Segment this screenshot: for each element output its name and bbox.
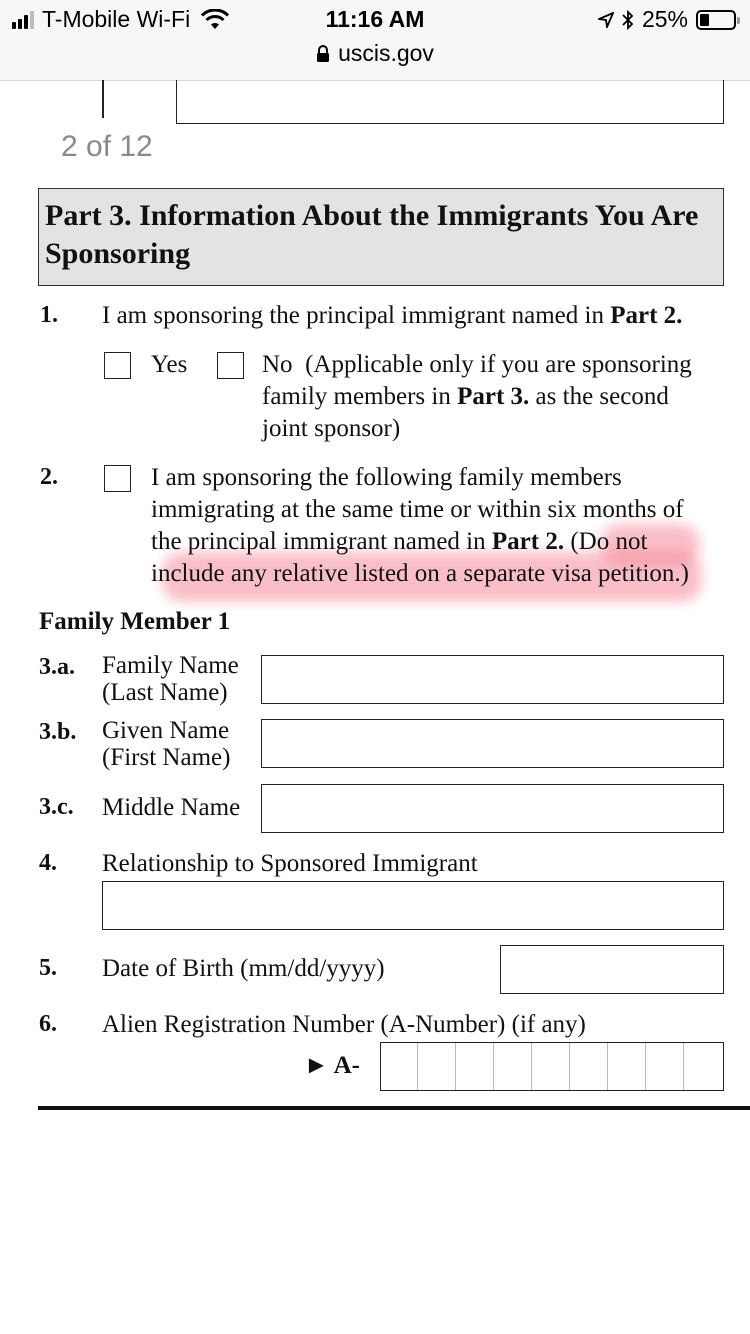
field-6-label: Alien Registration Number (A-Number) (if any) xyxy=(102,1011,586,1038)
q1-no-label xyxy=(262,349,732,445)
q1-no-checkbox[interactable] xyxy=(217,352,244,379)
q2-line-2: immigrating at the same time or within six months of xyxy=(151,496,684,523)
field-5-label: Date of Birth (mm/dd/yyyy) xyxy=(102,955,385,982)
family-name-input[interactable] xyxy=(261,655,724,704)
q1-no-word: No xyxy=(262,351,293,378)
prev-field-divider xyxy=(102,80,104,118)
location-arrow-icon xyxy=(598,12,614,28)
a-number-input[interactable] xyxy=(380,1042,724,1091)
q1-number: 1. xyxy=(40,302,58,328)
q2-checkbox[interactable] xyxy=(104,465,131,492)
q2-line-4: include any relative listed on a separate visa petition.) xyxy=(151,560,690,587)
field-3b-label-2: (First Name) xyxy=(102,744,231,771)
field-4-number: 4. xyxy=(39,850,57,876)
given-name-input[interactable] xyxy=(261,719,724,768)
middle-name-input[interactable] xyxy=(261,784,724,833)
status-right xyxy=(598,6,736,33)
battery-percent: 25% xyxy=(641,6,688,32)
prev-field-box[interactable] xyxy=(176,80,724,124)
q2-text xyxy=(151,462,741,590)
field-3c-label: Middle Name xyxy=(102,794,241,821)
q1-no-note-2: family members in xyxy=(262,383,458,410)
field-3a-number: 3.a. xyxy=(39,654,75,680)
lock-icon xyxy=(316,45,330,63)
field-3a-label-1: Family Name xyxy=(102,652,239,679)
field-3a-label xyxy=(102,652,239,706)
field-4-label: Relationship to Sponsored Immigrant xyxy=(102,850,478,877)
field-3b-label xyxy=(102,717,230,771)
q1-no-note-bold: Part 3. xyxy=(457,383,530,410)
q1-no-note-3: as the second xyxy=(529,383,669,410)
q1-text-bold: Part 2. xyxy=(610,302,683,329)
field-3c-number: 3.c. xyxy=(39,794,74,820)
q1-yes-checkbox[interactable] xyxy=(104,352,131,379)
a-number-prefix: ► A- xyxy=(304,1052,360,1079)
family-member-heading: Family Member 1 xyxy=(39,608,231,635)
q1-no-note-1: (Applicable only if you are sponsoring xyxy=(305,351,692,378)
address-bar[interactable] xyxy=(0,40,750,67)
field-6-number: 6. xyxy=(39,1011,57,1037)
field-5-number: 5. xyxy=(39,955,57,981)
page-counter: 2 of 12 xyxy=(61,130,153,163)
field-3a-label-2: (Last Name) xyxy=(102,679,228,706)
q2-line-3-bold: Part 2. xyxy=(491,528,565,555)
url-text: uscis.gov xyxy=(338,40,434,66)
battery-icon xyxy=(696,10,736,30)
q2-line-1: I am sponsoring the following family members xyxy=(151,464,622,491)
carrier-label: T-Mobile Wi-Fi xyxy=(42,6,191,32)
section-divider xyxy=(38,1106,750,1110)
bluetooth-icon xyxy=(622,10,634,30)
q1-no-note-4: joint sponsor) xyxy=(262,415,401,442)
q2-line-3b: (Do not xyxy=(564,528,648,555)
field-3b-number: 3.b. xyxy=(39,719,77,745)
q1-text-main: I am sponsoring the principal immigrant named in xyxy=(102,302,611,329)
q2-number: 2. xyxy=(40,464,58,490)
q1-yes-label: Yes xyxy=(151,351,188,378)
relationship-input[interactable] xyxy=(102,881,724,930)
field-3b-label-1: Given Name xyxy=(102,717,230,744)
q2-line-3a: the principal immigrant named in xyxy=(151,528,492,555)
q1-text xyxy=(102,300,742,332)
date-of-birth-input[interactable] xyxy=(500,945,724,994)
part-3-header: Part 3. Information About the Immigrants You Are Sponsoring xyxy=(38,188,724,286)
status-bar xyxy=(0,0,750,81)
clock: 11:16 AM xyxy=(325,6,425,32)
